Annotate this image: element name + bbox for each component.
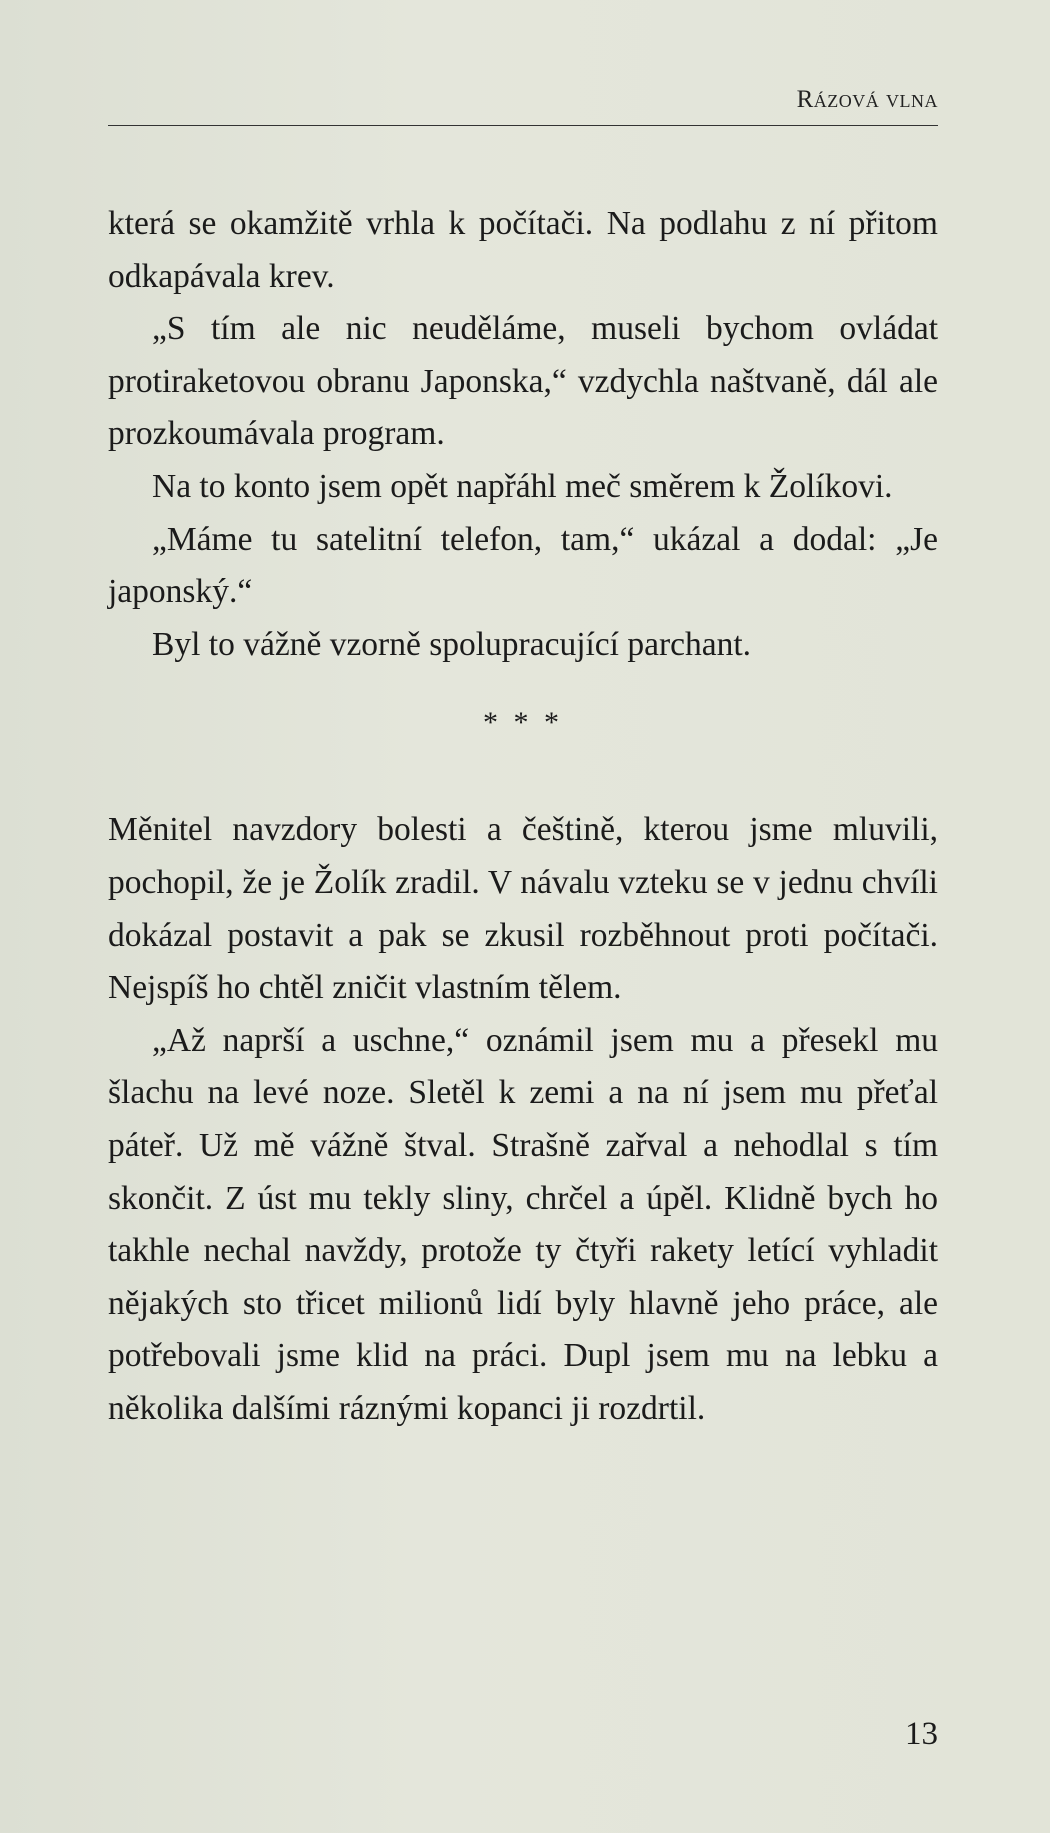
header-rule [108,125,938,126]
paragraph: „S tím ale nic neuděláme, museli bychom ovládat protiraketovou obranu Japonska,“ vzdychla naštvaně, dál ale prozkoumávala program. [108,310,938,453]
paragraph: Byl to vážně vzorně spolupracující parchant. [152,625,752,663]
paragraph: „Až naprší a uschne,“ oznámil jsem mu a přesekl mu šlachu na levé noze. Sletěl k zemi a na ní jsem mu přeťal páteř. Už mě vážně štval. Strašně zařval a nehodlal s tím skončit. Z úst mu tekly sliny, chrčel a úpěl. Klidně bych ho takhle nechal navždy, protože ty čtyři rakety letící vyhladit nějakých sto třicet milionů lidí byly hlavně jeho práce, ale potřebovali jsme klid na práci. Dupl jsem mu na lebku a několika dalšími ráznými kopanci ji rozdrtil. [108,1021,938,1427]
page-number: 13 [905,1716,938,1752]
running-header-title: Rázová vlna [796,86,938,113]
paragraph: „Máme tu satelitní telefon, tam,“ ukázal a dodal: „Je japonský.“ [108,520,938,611]
paragraph: Na to konto jsem opět napřáhl meč směrem k Žolíkovi. [152,467,893,505]
paragraph: která se okamžitě vrhla k počítači. Na podlahu z ní přitom odkapávala krev. [108,205,938,295]
section-separator: * * * [483,706,563,740]
paragraph: Měnitel navzdory bolesti a češtině, kterou jsme mluvili, pochopil, že je Žolík zradil. V návalu vzteku se v jednu chvíli dokázal postavit a pak se zkusil rozběhnout proti počítači. Nejspíš ho chtěl zničit vlastním tělem. [108,811,938,1007]
page-text [108,198,938,1435]
